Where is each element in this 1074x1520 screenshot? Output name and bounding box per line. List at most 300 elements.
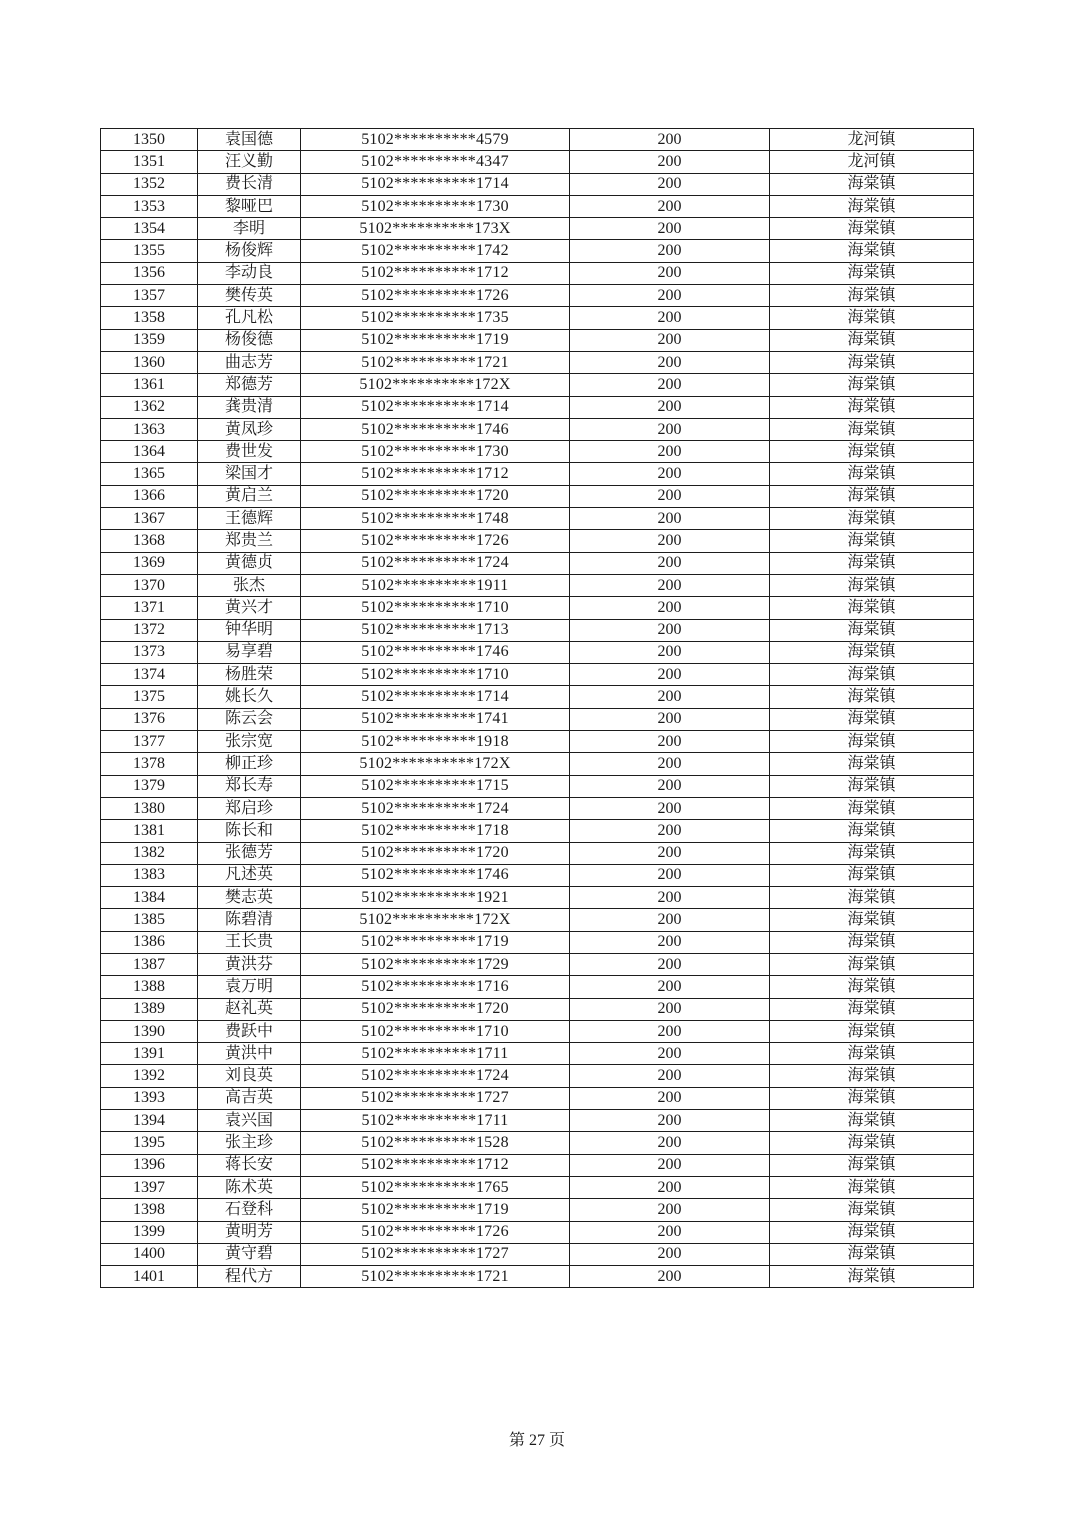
cell-name: 黄兴才 bbox=[198, 597, 301, 619]
cell-name: 杨俊辉 bbox=[198, 240, 301, 262]
cell-serial-number: 1367 bbox=[101, 508, 198, 530]
cell-serial-number: 1372 bbox=[101, 619, 198, 641]
table-row bbox=[101, 998, 974, 1020]
cell-id-number-masked: 5102**********1729 bbox=[301, 953, 570, 975]
cell-id-number-masked: 5102**********1727 bbox=[301, 1087, 570, 1109]
cell-name: 杨胜荣 bbox=[198, 664, 301, 686]
cell-town: 海棠镇 bbox=[770, 731, 974, 753]
cell-id-number-masked: 5102**********1765 bbox=[301, 1176, 570, 1198]
table-row bbox=[101, 641, 974, 663]
cell-id-number-masked: 5102**********1528 bbox=[301, 1132, 570, 1154]
cell-town: 海棠镇 bbox=[770, 864, 974, 886]
cell-amount: 200 bbox=[570, 775, 770, 797]
cell-id-number-masked: 5102**********4347 bbox=[301, 151, 570, 173]
table-row bbox=[101, 262, 974, 284]
cell-name: 易享碧 bbox=[198, 641, 301, 663]
cell-town: 海棠镇 bbox=[770, 797, 974, 819]
cell-serial-number: 1352 bbox=[101, 173, 198, 195]
cell-amount: 200 bbox=[570, 686, 770, 708]
cell-name: 赵礼英 bbox=[198, 998, 301, 1020]
cell-id-number-masked: 5102**********172X bbox=[301, 374, 570, 396]
cell-name: 黄德贞 bbox=[198, 552, 301, 574]
cell-town: 海棠镇 bbox=[770, 1087, 974, 1109]
cell-amount: 200 bbox=[570, 262, 770, 284]
cell-town: 海棠镇 bbox=[770, 574, 974, 596]
cell-town: 海棠镇 bbox=[770, 418, 974, 440]
cell-amount: 200 bbox=[570, 1266, 770, 1288]
cell-name: 黄守碧 bbox=[198, 1243, 301, 1265]
cell-serial-number: 1379 bbox=[101, 775, 198, 797]
cell-serial-number: 1396 bbox=[101, 1154, 198, 1176]
table-row bbox=[101, 1176, 974, 1198]
table-row bbox=[101, 329, 974, 351]
cell-amount: 200 bbox=[570, 731, 770, 753]
cell-id-number-masked: 5102**********1726 bbox=[301, 285, 570, 307]
cell-serial-number: 1375 bbox=[101, 686, 198, 708]
cell-town: 海棠镇 bbox=[770, 1221, 974, 1243]
cell-amount: 200 bbox=[570, 1043, 770, 1065]
cell-serial-number: 1387 bbox=[101, 953, 198, 975]
table-row bbox=[101, 1110, 974, 1132]
cell-town: 海棠镇 bbox=[770, 552, 974, 574]
cell-id-number-masked: 5102**********1720 bbox=[301, 842, 570, 864]
cell-serial-number: 1350 bbox=[101, 129, 198, 151]
cell-name: 樊志英 bbox=[198, 887, 301, 909]
cell-town: 海棠镇 bbox=[770, 351, 974, 373]
cell-amount: 200 bbox=[570, 797, 770, 819]
cell-town: 海棠镇 bbox=[770, 953, 974, 975]
cell-id-number-masked: 5102**********1730 bbox=[301, 441, 570, 463]
cell-town: 海棠镇 bbox=[770, 485, 974, 507]
cell-serial-number: 1401 bbox=[101, 1266, 198, 1288]
cell-name: 李明 bbox=[198, 218, 301, 240]
cell-id-number-masked: 5102**********1724 bbox=[301, 552, 570, 574]
cell-town: 海棠镇 bbox=[770, 1243, 974, 1265]
cell-serial-number: 1393 bbox=[101, 1087, 198, 1109]
cell-id-number-masked: 5102**********1719 bbox=[301, 1199, 570, 1221]
cell-id-number-masked: 5102**********1714 bbox=[301, 686, 570, 708]
table-row bbox=[101, 1043, 974, 1065]
cell-id-number-masked: 5102**********1719 bbox=[301, 931, 570, 953]
cell-name: 黄凤珍 bbox=[198, 418, 301, 440]
cell-name: 张德芳 bbox=[198, 842, 301, 864]
table-row bbox=[101, 1221, 974, 1243]
cell-id-number-masked: 5102**********1721 bbox=[301, 1266, 570, 1288]
table-row bbox=[101, 552, 974, 574]
cell-amount: 200 bbox=[570, 485, 770, 507]
cell-serial-number: 1361 bbox=[101, 374, 198, 396]
cell-town: 海棠镇 bbox=[770, 374, 974, 396]
cell-name: 袁国德 bbox=[198, 129, 301, 151]
cell-serial-number: 1373 bbox=[101, 641, 198, 663]
cell-id-number-masked: 5102**********172X bbox=[301, 753, 570, 775]
cell-serial-number: 1376 bbox=[101, 708, 198, 730]
cell-serial-number: 1362 bbox=[101, 396, 198, 418]
table-row bbox=[101, 619, 974, 641]
cell-serial-number: 1384 bbox=[101, 887, 198, 909]
table-row bbox=[101, 686, 974, 708]
cell-amount: 200 bbox=[570, 1176, 770, 1198]
cell-id-number-masked: 5102**********172X bbox=[301, 909, 570, 931]
cell-town: 海棠镇 bbox=[770, 1199, 974, 1221]
cell-serial-number: 1398 bbox=[101, 1199, 198, 1221]
table-row bbox=[101, 485, 974, 507]
table-row bbox=[101, 597, 974, 619]
table-row bbox=[101, 574, 974, 596]
cell-town: 龙河镇 bbox=[770, 151, 974, 173]
cell-amount: 200 bbox=[570, 129, 770, 151]
cell-name: 孔凡松 bbox=[198, 307, 301, 329]
cell-id-number-masked: 5102**********1720 bbox=[301, 485, 570, 507]
table-row bbox=[101, 351, 974, 373]
table-row bbox=[101, 1132, 974, 1154]
cell-id-number-masked: 5102**********173X bbox=[301, 218, 570, 240]
cell-name: 黄明芳 bbox=[198, 1221, 301, 1243]
table-row bbox=[101, 887, 974, 909]
cell-name: 汪义勤 bbox=[198, 151, 301, 173]
cell-id-number-masked: 5102**********1720 bbox=[301, 998, 570, 1020]
cell-id-number-masked: 5102**********1726 bbox=[301, 530, 570, 552]
cell-serial-number: 1368 bbox=[101, 530, 198, 552]
table-row bbox=[101, 240, 974, 262]
cell-amount: 200 bbox=[570, 1087, 770, 1109]
cell-amount: 200 bbox=[570, 820, 770, 842]
cell-amount: 200 bbox=[570, 597, 770, 619]
cell-amount: 200 bbox=[570, 864, 770, 886]
table-row bbox=[101, 731, 974, 753]
cell-amount: 200 bbox=[570, 753, 770, 775]
cell-id-number-masked: 5102**********1715 bbox=[301, 775, 570, 797]
cell-name: 陈术英 bbox=[198, 1176, 301, 1198]
cell-serial-number: 1378 bbox=[101, 753, 198, 775]
table-row bbox=[101, 864, 974, 886]
cell-name: 曲志芳 bbox=[198, 351, 301, 373]
cell-town: 海棠镇 bbox=[770, 1176, 974, 1198]
cell-amount: 200 bbox=[570, 976, 770, 998]
cell-amount: 200 bbox=[570, 708, 770, 730]
table-row bbox=[101, 307, 974, 329]
cell-amount: 200 bbox=[570, 1065, 770, 1087]
cell-amount: 200 bbox=[570, 508, 770, 530]
cell-amount: 200 bbox=[570, 887, 770, 909]
cell-town: 海棠镇 bbox=[770, 530, 974, 552]
cell-name: 郑贵兰 bbox=[198, 530, 301, 552]
cell-name: 王德辉 bbox=[198, 508, 301, 530]
cell-id-number-masked: 5102**********1710 bbox=[301, 597, 570, 619]
cell-serial-number: 1389 bbox=[101, 998, 198, 1020]
cell-name: 陈长和 bbox=[198, 820, 301, 842]
cell-amount: 200 bbox=[570, 173, 770, 195]
cell-id-number-masked: 5102**********1716 bbox=[301, 976, 570, 998]
cell-amount: 200 bbox=[570, 574, 770, 596]
cell-id-number-masked: 5102**********1746 bbox=[301, 864, 570, 886]
cell-name: 郑启珍 bbox=[198, 797, 301, 819]
cell-name: 蒋长安 bbox=[198, 1154, 301, 1176]
table-row bbox=[101, 1243, 974, 1265]
table-row bbox=[101, 463, 974, 485]
cell-id-number-masked: 5102**********1719 bbox=[301, 329, 570, 351]
cell-town: 海棠镇 bbox=[770, 1110, 974, 1132]
cell-town: 海棠镇 bbox=[770, 708, 974, 730]
cell-town: 海棠镇 bbox=[770, 820, 974, 842]
cell-town: 海棠镇 bbox=[770, 775, 974, 797]
cell-serial-number: 1395 bbox=[101, 1132, 198, 1154]
cell-id-number-masked: 5102**********1721 bbox=[301, 351, 570, 373]
cell-id-number-masked: 5102**********1748 bbox=[301, 508, 570, 530]
cell-name: 高吉英 bbox=[198, 1087, 301, 1109]
cell-id-number-masked: 5102**********1726 bbox=[301, 1221, 570, 1243]
table-row bbox=[101, 1266, 974, 1288]
cell-town: 海棠镇 bbox=[770, 1020, 974, 1042]
table-row bbox=[101, 1199, 974, 1221]
cell-town: 海棠镇 bbox=[770, 664, 974, 686]
cell-serial-number: 1390 bbox=[101, 1020, 198, 1042]
cell-id-number-masked: 5102**********1714 bbox=[301, 396, 570, 418]
cell-amount: 200 bbox=[570, 953, 770, 975]
beneficiary-table bbox=[100, 128, 974, 1288]
cell-id-number-masked: 5102**********1746 bbox=[301, 418, 570, 440]
cell-name: 黄洪芬 bbox=[198, 953, 301, 975]
cell-name: 张杰 bbox=[198, 574, 301, 596]
cell-id-number-masked: 5102**********1724 bbox=[301, 797, 570, 819]
cell-name: 姚长久 bbox=[198, 686, 301, 708]
cell-name: 张主珍 bbox=[198, 1132, 301, 1154]
cell-name: 梁国才 bbox=[198, 463, 301, 485]
cell-name: 程代方 bbox=[198, 1266, 301, 1288]
cell-serial-number: 1357 bbox=[101, 285, 198, 307]
table-row bbox=[101, 708, 974, 730]
cell-town: 海棠镇 bbox=[770, 998, 974, 1020]
cell-amount: 200 bbox=[570, 909, 770, 931]
table-row bbox=[101, 508, 974, 530]
cell-amount: 200 bbox=[570, 1221, 770, 1243]
cell-serial-number: 1356 bbox=[101, 262, 198, 284]
cell-serial-number: 1400 bbox=[101, 1243, 198, 1265]
table-row bbox=[101, 396, 974, 418]
cell-id-number-masked: 5102**********1742 bbox=[301, 240, 570, 262]
cell-name: 黄洪中 bbox=[198, 1043, 301, 1065]
cell-amount: 200 bbox=[570, 931, 770, 953]
cell-name: 郑长寿 bbox=[198, 775, 301, 797]
cell-serial-number: 1377 bbox=[101, 731, 198, 753]
cell-name: 李动良 bbox=[198, 262, 301, 284]
cell-serial-number: 1359 bbox=[101, 329, 198, 351]
cell-serial-number: 1366 bbox=[101, 485, 198, 507]
cell-serial-number: 1385 bbox=[101, 909, 198, 931]
cell-town: 海棠镇 bbox=[770, 641, 974, 663]
cell-name: 费世发 bbox=[198, 441, 301, 463]
cell-id-number-masked: 5102**********1741 bbox=[301, 708, 570, 730]
cell-town: 海棠镇 bbox=[770, 686, 974, 708]
cell-town: 海棠镇 bbox=[770, 262, 974, 284]
cell-town: 龙河镇 bbox=[770, 129, 974, 151]
cell-serial-number: 1380 bbox=[101, 797, 198, 819]
cell-amount: 200 bbox=[570, 842, 770, 864]
cell-name: 黎哑巴 bbox=[198, 195, 301, 217]
cell-town: 海棠镇 bbox=[770, 173, 974, 195]
cell-town: 海棠镇 bbox=[770, 597, 974, 619]
cell-amount: 200 bbox=[570, 307, 770, 329]
cell-amount: 200 bbox=[570, 441, 770, 463]
cell-town: 海棠镇 bbox=[770, 909, 974, 931]
cell-town: 海棠镇 bbox=[770, 1043, 974, 1065]
table-row bbox=[101, 1087, 974, 1109]
cell-name: 费跃中 bbox=[198, 1020, 301, 1042]
cell-name: 柳正珍 bbox=[198, 753, 301, 775]
cell-town: 海棠镇 bbox=[770, 1154, 974, 1176]
cell-name: 费长清 bbox=[198, 173, 301, 195]
cell-name: 石登科 bbox=[198, 1199, 301, 1221]
cell-town: 海棠镇 bbox=[770, 753, 974, 775]
cell-town: 海棠镇 bbox=[770, 240, 974, 262]
cell-town: 海棠镇 bbox=[770, 285, 974, 307]
cell-id-number-masked: 5102**********1711 bbox=[301, 1043, 570, 1065]
cell-town: 海棠镇 bbox=[770, 508, 974, 530]
cell-town: 海棠镇 bbox=[770, 463, 974, 485]
cell-serial-number: 1371 bbox=[101, 597, 198, 619]
cell-town: 海棠镇 bbox=[770, 1065, 974, 1087]
cell-town: 海棠镇 bbox=[770, 195, 974, 217]
table-row bbox=[101, 820, 974, 842]
cell-amount: 200 bbox=[570, 998, 770, 1020]
cell-amount: 200 bbox=[570, 530, 770, 552]
table-row bbox=[101, 842, 974, 864]
cell-amount: 200 bbox=[570, 151, 770, 173]
table-row bbox=[101, 976, 974, 998]
cell-serial-number: 1394 bbox=[101, 1110, 198, 1132]
cell-amount: 200 bbox=[570, 463, 770, 485]
table-row bbox=[101, 530, 974, 552]
cell-serial-number: 1374 bbox=[101, 664, 198, 686]
cell-amount: 200 bbox=[570, 1199, 770, 1221]
cell-name: 袁万明 bbox=[198, 976, 301, 998]
cell-id-number-masked: 5102**********1921 bbox=[301, 887, 570, 909]
cell-name: 袁兴国 bbox=[198, 1110, 301, 1132]
cell-amount: 200 bbox=[570, 1154, 770, 1176]
cell-amount: 200 bbox=[570, 1132, 770, 1154]
table-row bbox=[101, 753, 974, 775]
cell-id-number-masked: 5102**********1730 bbox=[301, 195, 570, 217]
cell-name: 张宗宽 bbox=[198, 731, 301, 753]
cell-id-number-masked: 5102**********1711 bbox=[301, 1110, 570, 1132]
cell-serial-number: 1369 bbox=[101, 552, 198, 574]
cell-name: 陈云会 bbox=[198, 708, 301, 730]
cell-id-number-masked: 5102**********1735 bbox=[301, 307, 570, 329]
cell-serial-number: 1382 bbox=[101, 842, 198, 864]
cell-town: 海棠镇 bbox=[770, 307, 974, 329]
cell-amount: 200 bbox=[570, 418, 770, 440]
cell-name: 凡述英 bbox=[198, 864, 301, 886]
table-row bbox=[101, 797, 974, 819]
table-row bbox=[101, 931, 974, 953]
cell-serial-number: 1381 bbox=[101, 820, 198, 842]
cell-serial-number: 1391 bbox=[101, 1043, 198, 1065]
table-row bbox=[101, 775, 974, 797]
cell-id-number-masked: 5102**********1713 bbox=[301, 619, 570, 641]
cell-name: 樊传英 bbox=[198, 285, 301, 307]
cell-amount: 200 bbox=[570, 1243, 770, 1265]
table-row bbox=[101, 218, 974, 240]
cell-serial-number: 1363 bbox=[101, 418, 198, 440]
cell-id-number-masked: 5102**********1724 bbox=[301, 1065, 570, 1087]
table-row bbox=[101, 195, 974, 217]
cell-serial-number: 1358 bbox=[101, 307, 198, 329]
table-row bbox=[101, 151, 974, 173]
beneficiary-table-body bbox=[101, 129, 974, 1288]
cell-name: 杨俊德 bbox=[198, 329, 301, 351]
cell-amount: 200 bbox=[570, 664, 770, 686]
table-row bbox=[101, 1020, 974, 1042]
cell-name: 龚贵清 bbox=[198, 396, 301, 418]
cell-serial-number: 1397 bbox=[101, 1176, 198, 1198]
cell-amount: 200 bbox=[570, 396, 770, 418]
table-row bbox=[101, 173, 974, 195]
cell-id-number-masked: 5102**********1710 bbox=[301, 664, 570, 686]
cell-amount: 200 bbox=[570, 374, 770, 396]
table-row bbox=[101, 129, 974, 151]
cell-name: 黄启兰 bbox=[198, 485, 301, 507]
cell-name: 郑德芳 bbox=[198, 374, 301, 396]
cell-amount: 200 bbox=[570, 552, 770, 574]
cell-id-number-masked: 5102**********1718 bbox=[301, 820, 570, 842]
cell-serial-number: 1351 bbox=[101, 151, 198, 173]
cell-amount: 200 bbox=[570, 1020, 770, 1042]
cell-amount: 200 bbox=[570, 619, 770, 641]
cell-name: 钟华明 bbox=[198, 619, 301, 641]
cell-id-number-masked: 5102**********1714 bbox=[301, 173, 570, 195]
cell-serial-number: 1360 bbox=[101, 351, 198, 373]
cell-serial-number: 1388 bbox=[101, 976, 198, 998]
cell-amount: 200 bbox=[570, 351, 770, 373]
page-number-footer: 第 27 页 bbox=[508, 1432, 565, 1449]
cell-town: 海棠镇 bbox=[770, 842, 974, 864]
cell-town: 海棠镇 bbox=[770, 329, 974, 351]
cell-amount: 200 bbox=[570, 329, 770, 351]
cell-town: 海棠镇 bbox=[770, 976, 974, 998]
cell-serial-number: 1370 bbox=[101, 574, 198, 596]
table-row bbox=[101, 418, 974, 440]
cell-town: 海棠镇 bbox=[770, 887, 974, 909]
table-row bbox=[101, 1065, 974, 1087]
cell-amount: 200 bbox=[570, 1110, 770, 1132]
cell-town: 海棠镇 bbox=[770, 1266, 974, 1288]
table-row bbox=[101, 664, 974, 686]
cell-amount: 200 bbox=[570, 218, 770, 240]
cell-name: 陈碧清 bbox=[198, 909, 301, 931]
cell-serial-number: 1364 bbox=[101, 441, 198, 463]
cell-id-number-masked: 5102**********4579 bbox=[301, 129, 570, 151]
cell-serial-number: 1383 bbox=[101, 864, 198, 886]
table-row bbox=[101, 1154, 974, 1176]
cell-town: 海棠镇 bbox=[770, 218, 974, 240]
cell-id-number-masked: 5102**********1712 bbox=[301, 262, 570, 284]
table-row bbox=[101, 441, 974, 463]
cell-id-number-masked: 5102**********1746 bbox=[301, 641, 570, 663]
cell-town: 海棠镇 bbox=[770, 1132, 974, 1154]
cell-id-number-masked: 5102**********1918 bbox=[301, 731, 570, 753]
cell-town: 海棠镇 bbox=[770, 931, 974, 953]
cell-serial-number: 1355 bbox=[101, 240, 198, 262]
table-row bbox=[101, 909, 974, 931]
cell-serial-number: 1365 bbox=[101, 463, 198, 485]
cell-serial-number: 1392 bbox=[101, 1065, 198, 1087]
cell-name: 刘良英 bbox=[198, 1065, 301, 1087]
cell-amount: 200 bbox=[570, 285, 770, 307]
cell-serial-number: 1399 bbox=[101, 1221, 198, 1243]
cell-amount: 200 bbox=[570, 195, 770, 217]
cell-town: 海棠镇 bbox=[770, 619, 974, 641]
table-row bbox=[101, 285, 974, 307]
